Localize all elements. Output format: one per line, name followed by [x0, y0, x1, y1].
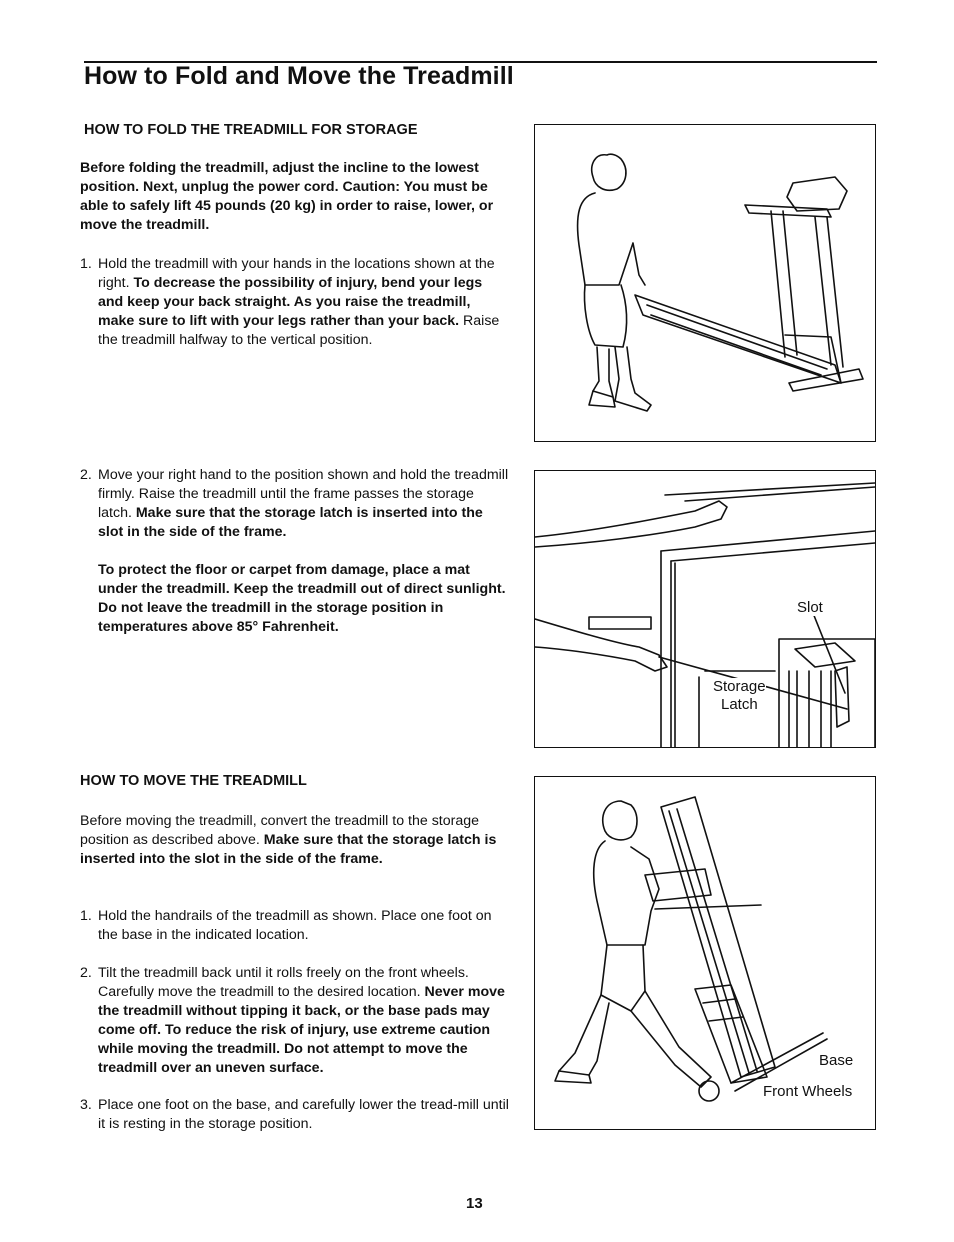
step-warning: Never move the treadmill without tipping it back, or the base pads may come off. To reduce the risk of injury, use extreme caution while moving the treadmill. Do not attempt to move the treadmill over an uneven surface. — [98, 983, 505, 1076]
page-title: How to Fold and Move the Treadmill — [84, 62, 514, 90]
move-intro — [80, 812, 510, 869]
label-latch: Latch — [721, 696, 758, 713]
figure-lift-treadmill — [534, 124, 876, 442]
step-warning: To decrease the possibility of injury, bend your legs and keep your back straight. As you raise the treadmill, make sure to lift with your legs rather than your back. — [98, 274, 483, 329]
fold-intro: Before folding the treadmill, adjust the incline to the lowest position. Next, unplug the power cord. Caution: You must be able to safely lift 45 pounds (20 kg) in order to raise, lower, or move the treadmill. — [80, 160, 494, 233]
label-storage: Storage — [713, 678, 766, 695]
step-text: Hold the handrails of the treadmill as shown. Place one foot on the base in the indicated location. — [98, 908, 492, 943]
illustration-move — [535, 777, 876, 1130]
step-number: 2. — [80, 467, 92, 483]
intro-text: Before moving the treadmill, convert the treadmill to the storage position as described above. — [80, 813, 480, 848]
step-number: 1. — [80, 256, 92, 272]
step-text: Place one foot on the base, and carefully lower the tread-mill until it is resting in the storage position. — [98, 1097, 509, 1132]
figure-storage-latch — [534, 470, 876, 748]
label-front-wheels: Front Wheels — [763, 1083, 853, 1100]
fold-heading: HOW TO FOLD THE TREADMILL FOR STORAGE — [84, 122, 418, 138]
illustration-latch — [535, 471, 876, 748]
step-number: 1. — [80, 908, 92, 924]
step-number: 2. — [80, 965, 92, 981]
intro-warning: Make sure that the storage latch is inserted into the slot in the side of the frame. — [80, 831, 497, 867]
page-number: 13 — [466, 1195, 483, 1212]
fold-step-2 — [80, 466, 510, 542]
step-text: Move your right hand to the position shown and hold the treadmill firmly. Raise the treadmill until the frame passes the storage latch. — [98, 467, 509, 521]
label-slot: Slot — [797, 599, 823, 616]
move-step-3 — [80, 1096, 510, 1134]
step-text: Hold the treadmill with your hands in the locations shown at the right. — [98, 256, 495, 291]
move-step-2 — [80, 964, 510, 1077]
step-text: Tilt the treadmill back until it rolls freely on the front wheels. Carefully move the treadmill to the desired location. — [98, 965, 469, 1000]
step-number: 3. — [80, 1097, 92, 1113]
step-text: Raise the treadmill halfway to the vertical position. — [98, 312, 500, 348]
fold-warning: To protect the floor or carpet from damage, place a mat under the treadmill. Keep the treadmill out of direct sunlight. Do not leave the treadmill in the storage position in temperatures above 85° Fahrenheit. — [98, 562, 506, 635]
step-warning: Make sure that the storage latch is inserted into the slot in the side of the frame. — [98, 504, 483, 540]
fold-step-1 — [80, 255, 510, 350]
move-heading: HOW TO MOVE THE TREADMILL — [80, 773, 307, 789]
label-base: Base — [819, 1052, 854, 1069]
move-step-1 — [80, 907, 510, 945]
illustration-lift — [535, 125, 876, 442]
figure-move-treadmill — [534, 776, 876, 1130]
